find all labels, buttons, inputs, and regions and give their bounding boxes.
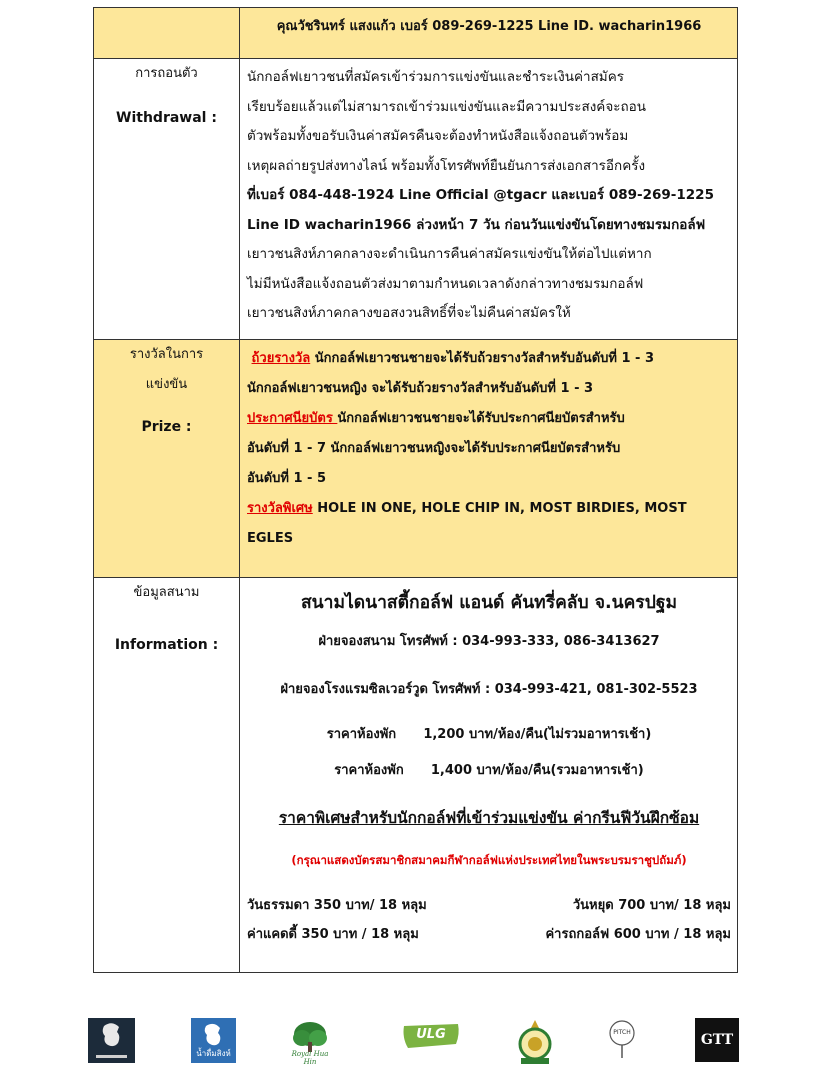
cert-line-1: ประกาศนียบัตร นักกอล์ฟเยาวชนชายจะได้รับประกาศนียบัตรสำหรับ bbox=[247, 411, 625, 426]
singha-logo bbox=[88, 1018, 135, 1063]
special-line-1: รางวัลพิเศษ HOLE IN ONE, HOLE CHIP IN, MOST BIRDIES, MOST bbox=[247, 501, 687, 516]
prize-label-th-1: รางวัลในการ bbox=[129, 347, 204, 362]
info-text bbox=[240, 578, 737, 972]
ulg-logo: ULG bbox=[400, 1018, 462, 1060]
info-row bbox=[94, 578, 737, 972]
withdrawal-line: นักกอล์ฟเยาวชนที่สมัครเข้าร่วมการแข่งขันและชำระเงินค่าสมัคร bbox=[247, 69, 624, 85]
special-price: ราคาพิเศษสำหรับนักกอล์ฟที่เข้าร่วมแข่งขัน ค่ากรีนฟีวันฝึกซ้อม bbox=[278, 809, 700, 827]
withdrawal-row bbox=[94, 59, 737, 340]
sponsor-logos bbox=[0, 1010, 830, 1070]
withdrawal-label-th: การถอนตัว bbox=[135, 66, 198, 81]
federation-seal-logo bbox=[513, 1018, 557, 1066]
contact-label-cell bbox=[94, 8, 240, 58]
cart-fee: ค่ารถกอล์ฟ 600 บาท / 18 หลุม bbox=[545, 927, 731, 942]
contact-text: คุณวัชรินทร์ แสงแก้ว เบอร์ 089-269-1225 Line ID. wacharin1966 bbox=[276, 19, 702, 34]
hotel-booking: ฝ่ายจองโรงแรมซิลเวอร์วูด โทรศัพท์ : 034-993-421, 081-302-5523 bbox=[280, 682, 698, 697]
room-price-1: ราคาห้องพัก 1,200 บาท/ห้อง/คืน(ไม่รวมอาหารเช้า) bbox=[326, 727, 652, 742]
member-note: (กรุณาแสดงบัตรสมาชิกสมาคมกีฬากอล์ฟแห่งประเทศไทยในพระบรมราชูปถัมภ์) bbox=[291, 853, 687, 867]
withdrawal-line: ที่เบอร์ 084-448-1924 Line Official @tgacr และเบอร์ 089-269-1225 bbox=[247, 187, 714, 203]
greenfee-row-1 bbox=[247, 891, 731, 920]
gtt-logo: GTT bbox=[695, 1018, 739, 1062]
pitch-logo: PITCH bbox=[607, 1018, 637, 1064]
trophy-line-2: นักกอล์ฟเยาวชนหญิง จะได้รับถ้วยรางวัลสำหรับอันดับที่ 1 - 3 bbox=[247, 381, 594, 396]
prize-label-th-2: แข่งขัน bbox=[145, 377, 188, 392]
room-price-2: ราคาห้องพัก 1,400 บาท/ห้อง/คืน(รวมอาหารเช้า) bbox=[334, 763, 644, 778]
withdrawal-text bbox=[240, 59, 737, 339]
details-table bbox=[93, 7, 738, 973]
weekday-fee: วันธรรมดา 350 บาท/ 18 หลุม bbox=[247, 898, 427, 913]
greenfee-row-2 bbox=[247, 920, 731, 949]
prize-text bbox=[240, 340, 737, 577]
info-label-th: ข้อมูลสนาม bbox=[133, 585, 200, 600]
caddie-fee: ค่าแคดดี้ 350 บาท / 18 หลุม bbox=[247, 927, 419, 942]
withdrawal-line: ตัวพร้อมทั้งขอรับเงินค่าสมัครคืนจะต้องทำหนังสือแจ้งถอนตัวพร้อม bbox=[247, 128, 629, 144]
withdrawal-line: เรียบร้อยแล้วแต่ไม่สามารถเข้าร่วมแข่งขันและมีความประสงค์จะถอน bbox=[247, 98, 647, 115]
special-line-2: EGLES bbox=[247, 531, 294, 546]
withdrawal-label-cell bbox=[94, 59, 240, 339]
cert-line-2: อันดับที่ 1 - 7 นักกอล์ฟเยาวชนหญิงจะได้รับประกาศนียบัตรสำหรับ bbox=[247, 441, 621, 456]
contact-row bbox=[94, 8, 737, 59]
withdrawal-line: เยาวชนสิงห์ภาคกลางจะดำเนินการคืนค่าสมัครแข่งขันให้ต่อไปแต่หาก bbox=[247, 246, 652, 262]
trophy-heading: ถ้วยรางวัล bbox=[251, 351, 311, 366]
info-label-en: Information : bbox=[114, 637, 219, 653]
venue-title: สนามไดนาสตี้กอล์ฟ แอนด์ คันทรี่คลับ จ.นครปฐม bbox=[300, 593, 678, 613]
withdrawal-line: Line ID wacharin1966 ล่วงหน้า 7 วัน ก่อนวันแข่งขันโดยทางชมรมกอล์ฟ bbox=[247, 216, 706, 233]
prize-label-cell bbox=[94, 340, 240, 577]
trophy-line-1: ถ้วยรางวัล นักกอล์ฟเยาวชนชายจะได้รับถ้วยรางวัลสำหรับอันดับที่ 1 - 3 bbox=[251, 351, 655, 366]
holiday-fee: วันหยุด 700 บาท/ 18 หลุม bbox=[572, 898, 731, 913]
special-heading: รางวัลพิเศษ bbox=[247, 501, 313, 516]
info-label-cell bbox=[94, 578, 240, 972]
cert-heading: ประกาศนียบัตร bbox=[247, 411, 338, 426]
course-booking: ฝ่ายจองสนาม โทรศัพท์ : 034-993-333, 086-3413627 bbox=[318, 634, 660, 649]
royal-hua-hin-logo: Royal Hua Hin bbox=[285, 1018, 335, 1068]
prize-row bbox=[94, 340, 737, 578]
prize-label-en: Prize : bbox=[141, 419, 192, 435]
withdrawal-line: เหตุผลถ่ายรูปส่งทางไลน์ พร้อมทั้งโทรศัพท์ยืนยันการส่งเอกสารอีกครั้ง bbox=[247, 157, 646, 174]
withdrawal-line: ไม่มีหนังสือแจ้งถอนตัวส่งมาตามกำหนดเวลาดังกล่าวทางชมรมกอล์ฟ bbox=[247, 275, 644, 292]
cert-line-3: อันดับที่ 1 - 5 bbox=[247, 471, 327, 486]
namsingh-logo: น้ำดื่มสิงห์ bbox=[191, 1018, 236, 1063]
withdrawal-label-en: Withdrawal : bbox=[116, 110, 217, 126]
withdrawal-line: เยาวชนสิงห์ภาคกลางขอสงวนสิทธิ์ที่จะไม่คืนค่าสมัครให้ bbox=[247, 305, 571, 321]
